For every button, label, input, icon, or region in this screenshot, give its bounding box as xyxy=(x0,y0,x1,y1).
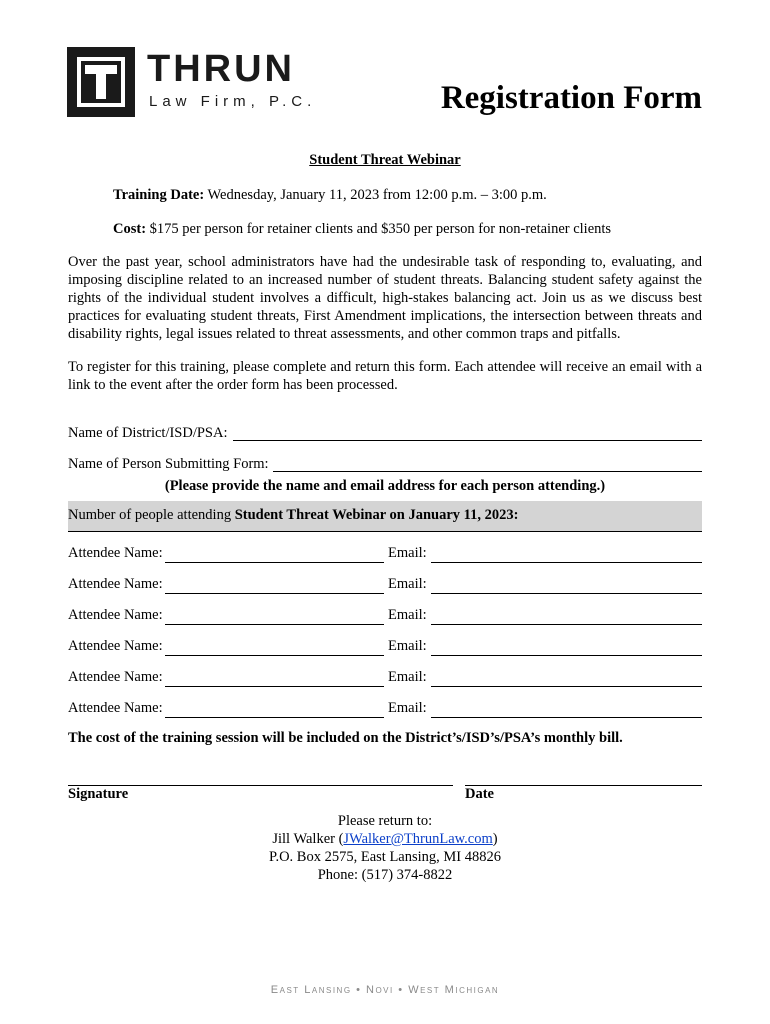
submitter-field[interactable] xyxy=(273,471,702,472)
billing-note: The cost of the training session will be included on the District’s/ISD’s/PSA’s monthly bill. xyxy=(68,730,623,746)
training-date xyxy=(113,186,547,204)
thrun-logo xyxy=(67,47,337,121)
district-label: Name of District/ISD/PSA: xyxy=(68,425,228,441)
attending-prefix: Number of people attending xyxy=(68,507,235,523)
attendee-email-field[interactable] xyxy=(431,686,702,687)
phone-number: Phone: (517) 374-8822 xyxy=(317,867,453,883)
attendee-name-label: Attendee Name: xyxy=(68,607,163,623)
attendee-count-field[interactable] xyxy=(504,501,702,531)
attendee-email-field[interactable] xyxy=(431,593,702,594)
attendee-email-field[interactable] xyxy=(431,624,702,625)
attendee-email-label: Email: xyxy=(388,545,427,561)
training-date-value: Wednesday, January 11, 2023 from 12:00 p.m. – 3:00 p.m. xyxy=(207,187,547,203)
logo-subtitle: Law Firm, P.C. xyxy=(149,93,317,110)
signature-label: Signature xyxy=(68,786,129,802)
footer-locations: East Lansing • Novi • West Michigan xyxy=(270,984,500,996)
cost-line xyxy=(113,220,611,238)
date-label: Date xyxy=(465,786,494,802)
attendee-email-field[interactable] xyxy=(431,655,702,656)
attendee-name-field[interactable] xyxy=(165,562,384,563)
attendee-email-field[interactable] xyxy=(431,562,702,563)
attendee-name-label: Attendee Name: xyxy=(68,638,163,654)
description-paragraph: Over the past year, school administrators have had the undesirable task of responding to, evaluating, and imposing discipline related to an increased number of student threats. Balancing student safety against the rights of the individual student involves a difficult, high-stakes balancing act. Join us as we discuss best practices for evaluating student threats, First Amendment implications, the intersection between threats and disability rights, legal issues related to threat assessments, and other common traps and pitfalls. xyxy=(68,254,702,342)
attendee-name-label: Attendee Name: xyxy=(68,700,163,716)
cost-value: $175 per person for retainer clients and $350 per person for non-retainer clients xyxy=(149,221,612,237)
cost-label: Cost: xyxy=(113,221,147,237)
provide-note: (Please provide the name and email address for each person attending.) xyxy=(164,478,606,494)
attendee-email-label: Email: xyxy=(388,607,427,623)
attendee-name-label: Attendee Name: xyxy=(68,545,163,561)
district-field[interactable] xyxy=(233,440,702,441)
logo-mark-icon xyxy=(67,47,135,117)
attendance-count-row xyxy=(68,501,702,532)
attendee-name-label: Attendee Name: xyxy=(68,576,163,592)
attendee-email-label: Email: xyxy=(388,700,427,716)
attendee-email-label: Email: xyxy=(388,576,427,592)
attendee-name-label: Attendee Name: xyxy=(68,669,163,685)
attendee-name-field[interactable] xyxy=(165,624,384,625)
contact-email-link[interactable]: JWalker@ThrunLaw.com xyxy=(343,831,493,847)
contact-name: Jill Walker ( xyxy=(272,831,344,847)
attendee-name-field[interactable] xyxy=(165,655,384,656)
submitter-label: Name of Person Submitting Form: xyxy=(68,456,269,472)
mailing-address: P.O. Box 2575, East Lansing, MI 48826 xyxy=(269,849,501,865)
page-title: Registration Form xyxy=(440,80,702,116)
attendee-name-field[interactable] xyxy=(165,717,384,718)
return-address: Please return to: Jill Walker (JWalker@ThrunLaw.com) P.O. Box 2575, East Lansing, MI 48826 Phone: (517) 374-8822 xyxy=(0,812,770,884)
attendee-email-label: Email: xyxy=(388,638,427,654)
attendee-name-field[interactable] xyxy=(165,686,384,687)
attending-event: Student Threat Webinar on January 11, 2023: xyxy=(234,507,519,523)
training-date-label: Training Date: xyxy=(113,187,205,203)
return-heading: Please return to: xyxy=(337,813,433,829)
logo-name: THRUN xyxy=(147,48,295,90)
attendee-name-field[interactable] xyxy=(165,593,384,594)
webinar-subtitle: Student Threat Webinar xyxy=(309,152,461,168)
date-field[interactable] xyxy=(465,785,702,786)
attendee-email-field[interactable] xyxy=(431,717,702,718)
instructions-paragraph: To register for this training, please complete and return this form. Each attendee will receive an email with a link to the event after the order form has been processed. xyxy=(68,359,702,393)
attendee-email-label: Email: xyxy=(388,669,427,685)
